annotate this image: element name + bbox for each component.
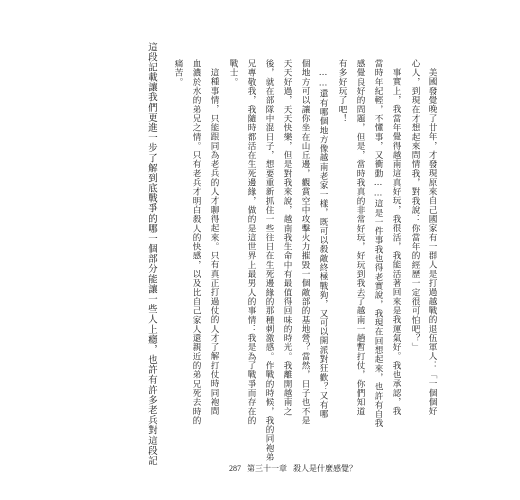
text-column-15: 痛苦。 — [173, 59, 183, 87]
page-footer — [229, 463, 363, 474]
text-column-2: 心人，到現在才想起來問情我，對我說：你當年的經歷一定很可怕吧？」 — [410, 59, 420, 352]
text-column-5: 感覺良好的問題，但是，當時我真的非常好玩，好玩到我去了越南一趟暫打仗，你們知道 — [355, 59, 365, 416]
text-column-9: 天天好過，天天快樂，但是對我來說，越南我生命中有最值得回味的時光。我離開越南之 — [282, 59, 292, 416]
text-column-8: 個地方可以讓你坐在山丘邊，觀賞空中攻擊火力摧毀一個敵部的基地營？當然，日子也不是 — [300, 59, 310, 425]
text-column-13: 這種事情，只能跟同為老兵的人才聊得起來。只有真正打過仗的人才了解打仗時同袍間 — [209, 68, 219, 416]
text-column-7: ……還有哪個地方像越南老家一樣，既可以殺敵終極戰狗，又可以開派對狂歡？又有哪 — [318, 68, 328, 419]
chapter-label: 第三十一章 — [247, 464, 287, 473]
text-column-3: 事實上，我當年覺得越南這真好玩，我很活，我能活著回來是我運氣好。我也承認，我 — [391, 68, 401, 416]
text-column-14: 血濃於水的弟兄之情。只有老兵才明白殺人的快感，以及比自己家人還親近的弟兄死去時的 — [191, 59, 201, 425]
text-column-10: 後，就在部隊中混日子，想要重新抓住一些往日在生死邊緣的那種刺激感。作戰的時候，我的同袍弟 — [264, 59, 274, 462]
text-column-11: 兄專敬我，我隨時都活在生死邊緣，做的是這世界上最男人的事情：我是為了戰爭而存在的 — [246, 59, 256, 425]
text-column-12: 戰士。 — [228, 59, 238, 87]
page-number: 287 — [229, 464, 241, 473]
chapter-title: 殺人是什麼感覺？ — [293, 464, 357, 473]
text-column-6: 有多好玩了吧！ — [337, 59, 347, 124]
text-column-16: 這段記載讓我們更進一步了解到底戰爭的哪一個部分能讓一些人上癮，也許有許多老兵對這段記 — [146, 42, 157, 466]
text-column-1: 美國發覺晚了廿年，才發現原來自己國家有一群人是打過越戰的退伍軍人：「一個個好 — [427, 68, 437, 416]
text-column-4: 當時年紀輕，不懂事，又衝動……這是一件事我也得老實說，我現在回想起來，也許有自我 — [373, 59, 383, 428]
